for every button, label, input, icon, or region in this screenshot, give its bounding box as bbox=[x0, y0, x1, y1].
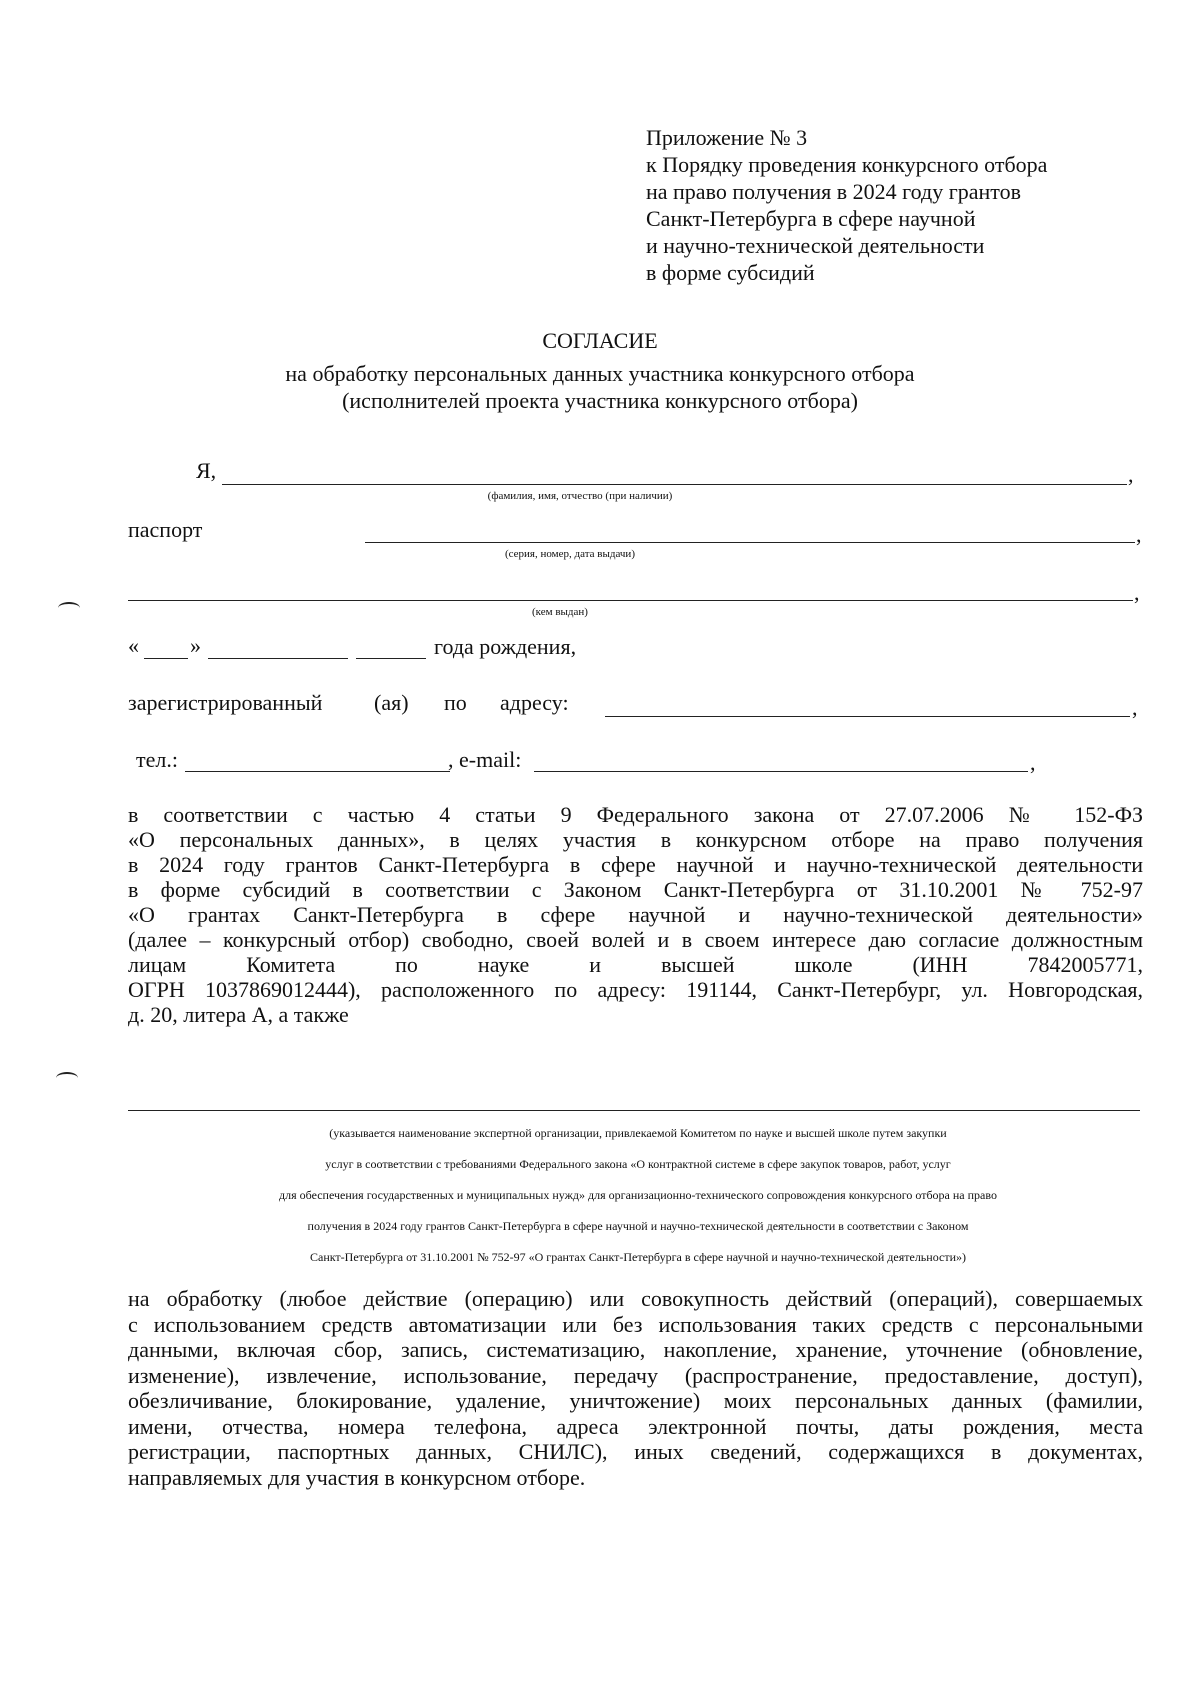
paragraph-line: направляемых для участия в конкурсном отборе. bbox=[128, 1464, 586, 1490]
comma: , bbox=[1030, 750, 1036, 775]
margin-mark bbox=[56, 1072, 78, 1084]
reg-label-po: по bbox=[444, 690, 467, 715]
paragraph-line: в соответствии с частью 4 статьи 9 Федерального закона от 27.07.2006 № 152-ФЗ bbox=[128, 802, 1143, 827]
comma: , bbox=[1134, 580, 1140, 605]
passport-caption: (серия, номер, дата выдачи) bbox=[504, 548, 635, 560]
reg-label: зарегистрированный bbox=[128, 690, 323, 715]
comma: , bbox=[1128, 462, 1134, 487]
paragraph-line: ОГРН 1037869012444), расположенного по адресу: 191144, Санкт-Петербург, ул. Новгородская, bbox=[128, 977, 1143, 1002]
paragraph-line: лицам Комитета по науке и высшей школе (ИНН 7842005771, bbox=[128, 952, 1143, 977]
consent-paragraph-2 bbox=[128, 1286, 1143, 1490]
appendix-line: Приложение № 3 bbox=[646, 125, 808, 150]
note-line: услуг в соответствии с требованиями Федерального закона «О контрактной системе в сфере закупок товаров, работ, услуг bbox=[325, 1157, 951, 1171]
note-line: для обеспечения государственных и муниципальных нужд» для организационно-технического сопровождения конкурсного отбора на право bbox=[279, 1188, 997, 1202]
reg-label-suffix: (ая) bbox=[374, 690, 409, 715]
expert-org-caption bbox=[128, 1118, 1148, 1273]
paragraph-line: изменение), извлечение, использование, передачу (распространение, предоставление, доступ), bbox=[128, 1362, 1143, 1388]
email-field[interactable] bbox=[534, 771, 1028, 772]
ya-label: Я, bbox=[196, 458, 217, 483]
appendix-line: Санкт-Петербурга в сфере научной bbox=[646, 206, 976, 231]
paragraph-line: в форме субсидий в соответствии с Законом Санкт-Петербурга от 31.10.2001 № 752-97 bbox=[128, 877, 1143, 902]
note-line: получения в 2024 году грантов Санкт-Петербурга в сфере научной и научно-технической деятельности в соответствии с Законом bbox=[307, 1219, 969, 1233]
comma: , bbox=[1136, 522, 1142, 547]
birth-quote-close: » bbox=[190, 633, 201, 658]
paragraph-line: данными, включая сбор, запись, систематизацию, накопление, хранение, уточнение (обновление, bbox=[128, 1337, 1143, 1362]
passport-field[interactable] bbox=[365, 542, 1135, 543]
paragraph-line: (далее – конкурсный отбор) свободно, своей волей и в своем интересе даю согласие должностным bbox=[128, 927, 1143, 952]
paragraph-line: д. 20, литера А, а также bbox=[128, 1002, 349, 1027]
birth-day-field[interactable] bbox=[144, 658, 188, 659]
issued-caption: (кем выдан) bbox=[532, 606, 588, 618]
fio-field[interactable] bbox=[222, 484, 1127, 485]
appendix-line: и научно-технической деятельности bbox=[646, 233, 985, 258]
paragraph-line: имени, отчества, номера телефона, адреса электронной почты, даты рождения, места bbox=[128, 1413, 1143, 1439]
appendix-line: к Порядку проведения конкурсного отбора bbox=[646, 152, 1048, 177]
address-field[interactable] bbox=[605, 716, 1130, 717]
margin-mark bbox=[58, 602, 80, 614]
paragraph-line: на обработку (любое действие (операцию) или совокупность действий (операций), совершаемых bbox=[128, 1286, 1143, 1311]
paragraph-line: обезличивание, блокирование, удаление, уничтожение) моих персональных данных (фамилии, bbox=[128, 1388, 1143, 1413]
fio-caption: (фамилия, имя, отчество (при наличии) bbox=[487, 490, 673, 502]
note-line: Санкт-Петербурга от 31.10.2001 № 752-97 «О грантах Санкт-Петербурга в сфере научной и научно-технической деятельности») bbox=[309, 1250, 966, 1264]
passport-label: паспорт bbox=[128, 517, 203, 542]
email-label: , e-mail: bbox=[448, 747, 522, 772]
document-subtitle-2: (исполнителей проекта участника конкурсного отбора) bbox=[342, 388, 858, 413]
reg-label-address: адресу: bbox=[500, 690, 569, 715]
consent-paragraph-1 bbox=[128, 802, 1143, 1027]
appendix-line: на право получения в 2024 году грантов bbox=[646, 179, 1021, 204]
document-title: СОГЛАСИЕ bbox=[542, 328, 658, 353]
birth-month-field[interactable] bbox=[208, 658, 348, 659]
birth-quote-open: « bbox=[128, 633, 139, 658]
appendix-line: в форме субсидий bbox=[646, 260, 815, 285]
paragraph-line: «О персональных данных», в целях участия в конкурсном отборе на право получения bbox=[128, 827, 1143, 852]
issued-by-field[interactable] bbox=[128, 600, 1133, 601]
paragraph-line: с использованием средств автоматизации или без использования таких средств с персональными bbox=[128, 1311, 1143, 1337]
tel-label: тел.: bbox=[136, 747, 178, 772]
expert-org-field[interactable] bbox=[128, 1110, 1140, 1111]
paragraph-line: «О грантах Санкт-Петербурга в сфере научной и научно-технической деятельности» bbox=[128, 902, 1143, 927]
birth-label: года рождения, bbox=[434, 634, 577, 659]
birth-year-field[interactable] bbox=[356, 658, 426, 659]
comma: , bbox=[1132, 695, 1138, 720]
note-line: (указывается наименование экспертной организации, привлекаемой Комитетом по науке и высшей школе путем закупки bbox=[329, 1126, 947, 1140]
document-subtitle: на обработку персональных данных участника конкурсного отбора bbox=[285, 361, 915, 386]
tel-field[interactable] bbox=[185, 771, 450, 772]
paragraph-line: в 2024 году грантов Санкт-Петербурга в сфере научной и научно-технической деятельности bbox=[128, 852, 1143, 877]
appendix-header bbox=[646, 124, 1166, 286]
paragraph-line: регистрации, паспортных данных, СНИЛС), иных сведений, содержащихся в документах, bbox=[128, 1439, 1143, 1464]
